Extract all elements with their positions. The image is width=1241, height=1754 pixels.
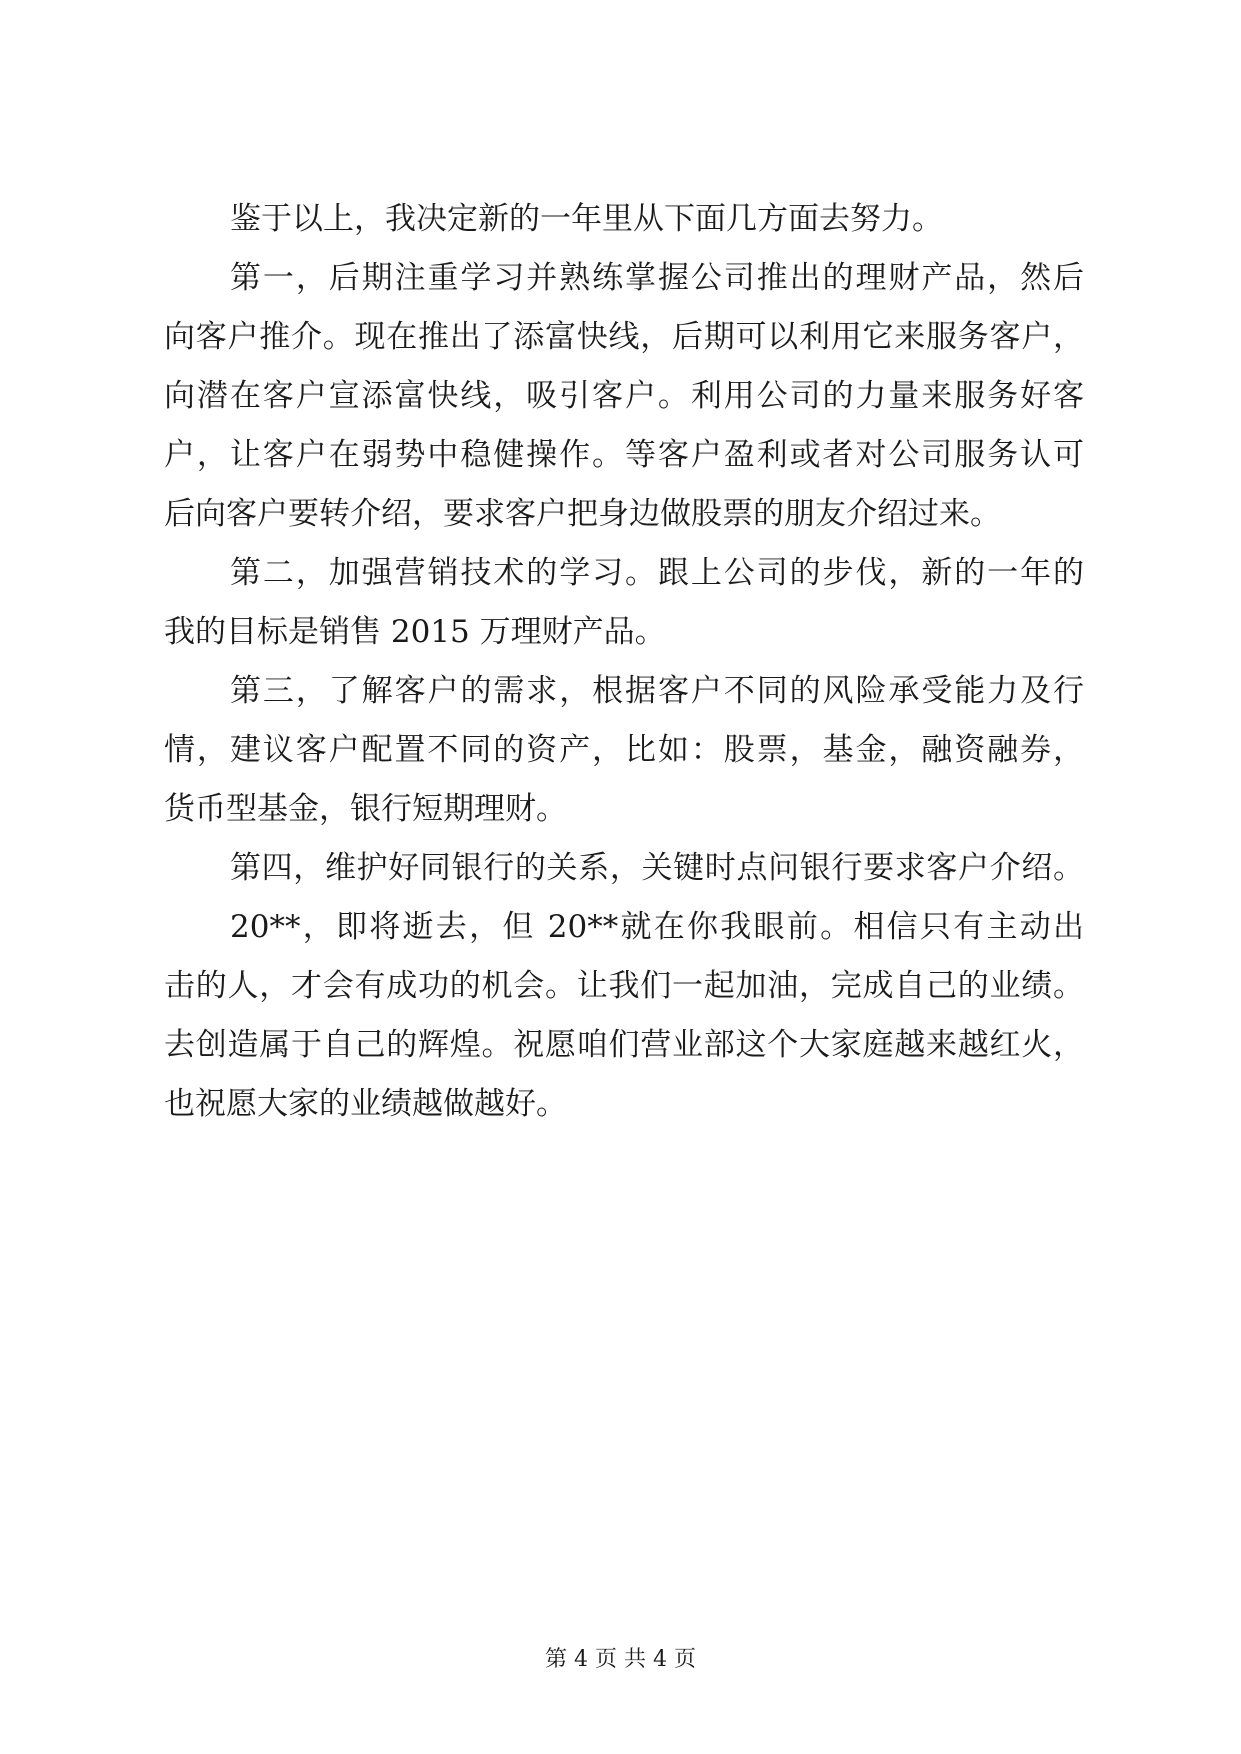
paragraph-line: 货币型基金，银行短期理财。	[164, 791, 567, 827]
paragraph-line: 后向客户要转介绍，要求客户把身边做股票的朋友介绍过来。	[164, 496, 1001, 532]
paragraph-line: 击的人，才会有成功的机会。让我们一起加油，完成自己的业绩。	[164, 968, 1084, 1004]
page-number-footer: 第 4 页 共 4 页	[545, 1647, 696, 1672]
paragraph-line: 20**，即将逝去，但 20**就在你我眼前。相信只有主动出	[230, 909, 1084, 945]
document-body	[164, 190, 1084, 1134]
paragraph-line: 鉴于以上，我决定新的一年里从下面几方面去努力。	[230, 201, 943, 237]
paragraph-line: 情，建议客户配置不同的资产，比如：股票，基金，融资融券，	[164, 732, 1084, 768]
paragraph-line: 第一，后期注重学习并熟练掌握公司推出的理财产品，然后	[230, 260, 1084, 296]
paragraph-line: 向潜在客户宣添富快线，吸引客户。利用公司的力量来服务好客	[164, 378, 1084, 414]
paragraph-line: 我的目标是销售 2015 万理财产品。	[164, 614, 666, 650]
paragraph-line: 第三，了解客户的需求，根据客户不同的风险承受能力及行	[230, 673, 1084, 709]
paragraph-line: 第四，维护好同银行的关系，关键时点问银行要求客户介绍。	[230, 850, 1084, 886]
paragraph-line: 也祝愿大家的业绩越做越好。	[164, 1086, 567, 1122]
paragraph-line: 户，让客户在弱势中稳健操作。等客户盈利或者对公司服务认可	[164, 437, 1084, 473]
paragraph-line: 去创造属于自己的辉煌。祝愿咱们营业部这个大家庭越来越红火，	[164, 1027, 1084, 1063]
paragraph-line: 第二，加强营销技术的学习。跟上公司的步伐，新的一年的	[230, 555, 1084, 591]
paragraph-line: 向客户推介。现在推出了添富快线，后期可以利用它来服务客户，	[164, 319, 1084, 355]
